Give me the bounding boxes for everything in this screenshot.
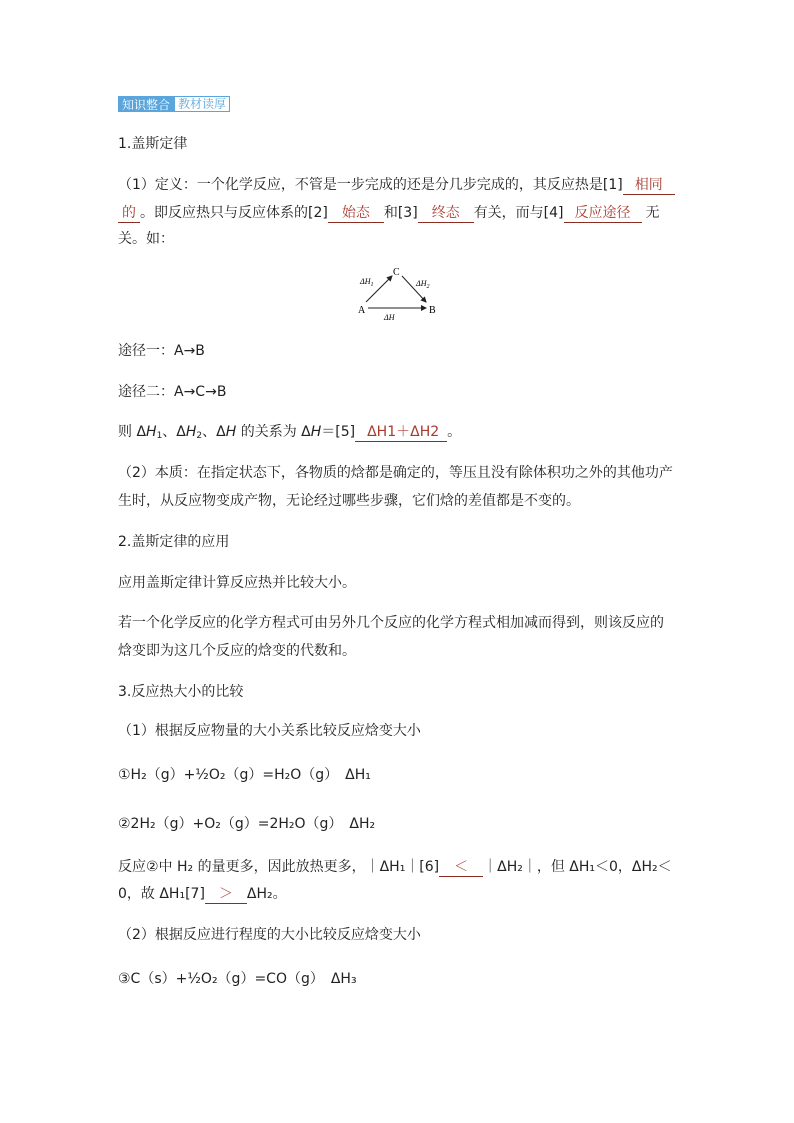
comparison-line-1 [118,857,678,877]
application-line-1: 应用盖斯定律计算反应热并比较大小。 [118,575,356,591]
relation-text-2: 、Δ [162,424,186,440]
answer-2: 始态 [328,205,384,223]
comparison-subheading-1: （1）根据反应物量的大小关系比较反应焓变大小 [118,723,421,739]
answer-5: ΔH1＋ΔH2 [355,424,447,442]
tag-textbook: 教材读厚 [174,96,230,112]
definition-line-2 [118,203,678,223]
label-dh2-text: ΔH [416,279,427,288]
application-line-3: 焓变即为这几个反应的焓变的代数和。 [118,643,356,659]
label-dh2-sub: 2 [426,284,430,290]
definition-line-3: 关。如： [118,231,174,247]
answer-7: ＞ [205,886,247,904]
relation-h1: H [146,424,157,440]
relation-sub-1: 1 [156,431,163,441]
node-c: C [393,267,400,278]
label-dh1 [359,277,373,288]
definition-text-5: 无 [645,205,660,221]
equation-3: ③C（s）+½O₂（g）=CO（g） ΔH₃ [118,971,357,987]
relation-h4: H [310,424,322,440]
comparison-line-2 [118,884,678,904]
relation-text-6: 。 [447,424,462,440]
relation-h2: H [185,424,197,440]
comparison-subheading-2: （2）根据反应进行程度的大小比较反应焓变大小 [118,927,421,943]
definition-text-4: 有关，而与[4] [473,205,564,221]
relation-text-4: 的关系为 Δ [236,424,311,440]
heading-heat-comparison: 3.反应热大小的比较 [118,684,244,700]
node-a: A [358,305,366,316]
relation-text-5: ＝[5] [321,424,356,440]
tag-knowledge: 知识整合 [118,96,174,112]
definition-line-1 [118,175,678,195]
relation-sub-2: 2 [196,431,203,441]
answer-3: 终态 [418,205,474,223]
route-two: 途径二：A→C→B [118,384,227,400]
application-line-2: 若一个化学反应的化学方程式可由另外几个反应的化学方程式相加减而得到，则该反应的 [118,615,664,631]
relation-h3: H [225,424,237,440]
label-dh2 [415,279,429,290]
route-one: 途径一：A→B [118,343,205,359]
answer-6: ＜ [439,859,483,877]
node-b: B [429,305,436,316]
definition-text-2: 。即反应热只与反应体系的[2] [140,205,328,221]
relation-line [118,422,678,446]
nature-line-1: （2）本质：在指定状态下，各物质的焓都是确定的，等压且没有除体积功之外的其他功产 [118,465,673,481]
equation-1: ①H₂（g）+½O₂（g）=H₂O（g） ΔH₁ [118,767,371,783]
answer-1-part-a: 相同 [623,177,675,195]
relation-text-1: 则 Δ [118,424,147,440]
label-dh: ΔH [384,313,395,322]
comparison-text-1: 反应②中 H₂ 的量更多，因此放热更多，｜ΔH₁｜[6] [118,859,440,875]
label-dh1-text: ΔH [360,277,371,286]
nature-line-2: 生时，从反应物变成产物，无论经过哪些步骤，它们焓的差值都是不变的。 [118,493,580,509]
hess-cycle-diagram [350,262,450,324]
heading-hess-law: 1.盖斯定律 [118,136,188,152]
comparison-text-4: ΔH₂。 [246,886,287,902]
answer-1-part-b: 的 [118,205,140,223]
comparison-text-2: ｜ΔH₂｜，但 ΔH₁＜0，ΔH₂＜ [483,859,672,875]
equation-2: ②2H₂（g）+O₂（g）=2H₂O（g） ΔH₂ [118,816,376,832]
answer-4: 反应途径 [564,205,642,223]
heading-hess-application: 2.盖斯定律的应用 [118,534,230,550]
relation-text-3: 、Δ [202,424,226,440]
comparison-text-3: 0，故 ΔH₁[7] [118,886,205,902]
definition-text-3: 和[3] [383,205,418,221]
section-tag [118,96,230,112]
definition-text-1: （1）定义：一个化学反应，不管是一步完成的还是分几步完成的，其反应热是[1] [118,177,623,193]
label-dh1-sub: 1 [370,282,374,288]
